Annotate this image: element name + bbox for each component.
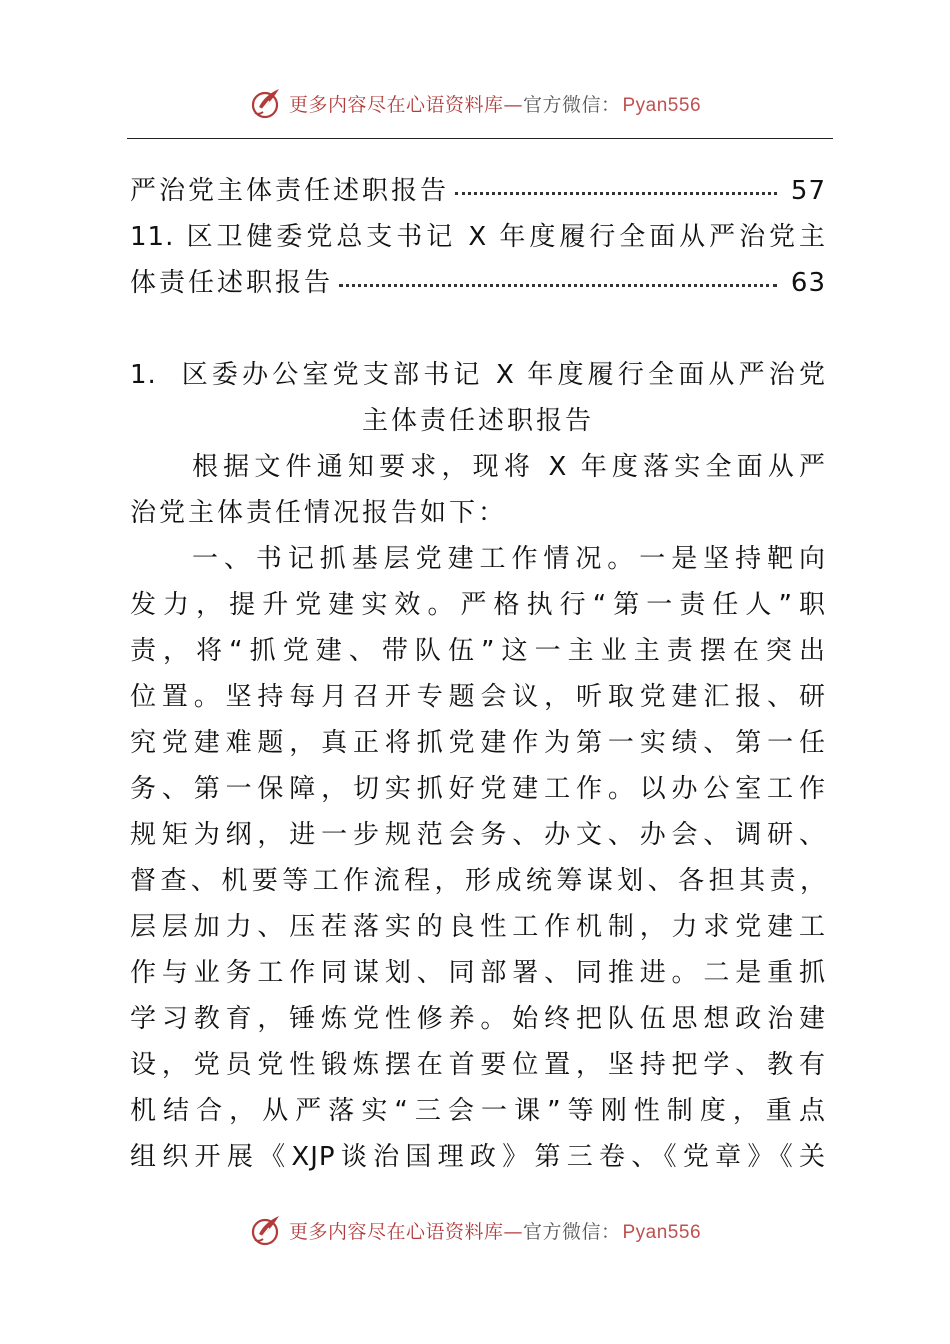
toc-entry-11-page: 63: [790, 268, 826, 298]
toc-entry-11-title: 体责任述职报告: [130, 268, 334, 298]
body-line: 机结合，从严落实“三会一课”等刚性制度，重点: [130, 1096, 826, 1126]
header-site-text: 更多内容尽在心语资料库: [288, 93, 504, 116]
body-line: 责，将“抓党建、带队伍”这一主业主责摆在突出: [130, 636, 826, 666]
body-line: 发力，提升党建实效。严格执行“第一责任人”职: [130, 590, 826, 620]
header-divider: [127, 138, 833, 139]
footer-dash: —: [503, 1220, 523, 1243]
body-line: 规矩为纲，进一步规范会务、办文、办会、调研、: [130, 820, 826, 850]
quill-logo-icon: [249, 85, 285, 121]
page-content: [130, 168, 826, 1180]
body-line: 一、书记抓基层党建工作情况。一是坚持靶向: [192, 544, 826, 574]
body-line: 督查、机要等工作流程，形成统筹谋划、各担其责，: [130, 866, 826, 896]
spacer: [130, 306, 826, 352]
section-heading-line1: 1. 区委办公室党支部书记 X 年度履行全面从严治党: [130, 360, 826, 390]
toc-entry-11[interactable]: [130, 260, 826, 306]
body-line: 设，党员党性锻炼摆在首要位置，坚持把学、教有: [130, 1050, 826, 1080]
footer-site-text: 更多内容尽在心语资料库: [288, 1220, 504, 1243]
footer-wechat-label: 官方微信：: [522, 1220, 621, 1243]
header-dash: —: [503, 93, 523, 116]
body-line: 位置。坚持每月召开专题会议，听取党建汇报、研: [130, 682, 826, 712]
header-wechat-label: 官方微信：: [522, 93, 621, 116]
footer-banner: [0, 1210, 950, 1250]
header-banner: [0, 83, 950, 123]
body-line: 层层加力、压茬落实的良性工作机制，力求党建工: [130, 912, 826, 942]
header-wechat-id: Pyan556: [622, 94, 702, 116]
body-line: 治党主体责任情况报告如下：: [130, 498, 508, 528]
toc-entry-11-line1[interactable]: 11. 区卫健委党总支书记 X 年度履行全面从严治党主: [130, 222, 826, 252]
body-line: 组织开展《XJP谈治国理政》第三卷、《党章》《关: [130, 1142, 826, 1172]
section-heading-line2: 主体责任述职报告: [361, 406, 594, 436]
body-line: 务、第一保障，切实抓好党建工作。以办公室工作: [130, 774, 826, 804]
quill-logo-icon: [249, 1212, 285, 1248]
toc-entry-10[interactable]: [130, 168, 826, 214]
body-line: 究党建难题，真正将抓党建作为第一实绩、第一任: [130, 728, 826, 758]
toc-leader-dots: [339, 276, 777, 287]
toc-entry-10-page: 57: [790, 176, 826, 206]
body-line: 作与业务工作同谋划、同部署、同推进。二是重抓: [130, 958, 826, 988]
body-line: 根据文件通知要求，现将 X 年度落实全面从严: [192, 452, 826, 482]
header-banner-text: [289, 90, 701, 117]
toc-leader-dots: [455, 184, 777, 195]
footer-wechat-id: Pyan556: [622, 1221, 702, 1243]
body-line: 学习教育，锤炼党性修养。始终把队伍思想政治建: [130, 1004, 826, 1034]
toc-entry-10-title: 严治党主体责任述职报告: [130, 176, 450, 206]
footer-banner-text: [289, 1217, 701, 1244]
